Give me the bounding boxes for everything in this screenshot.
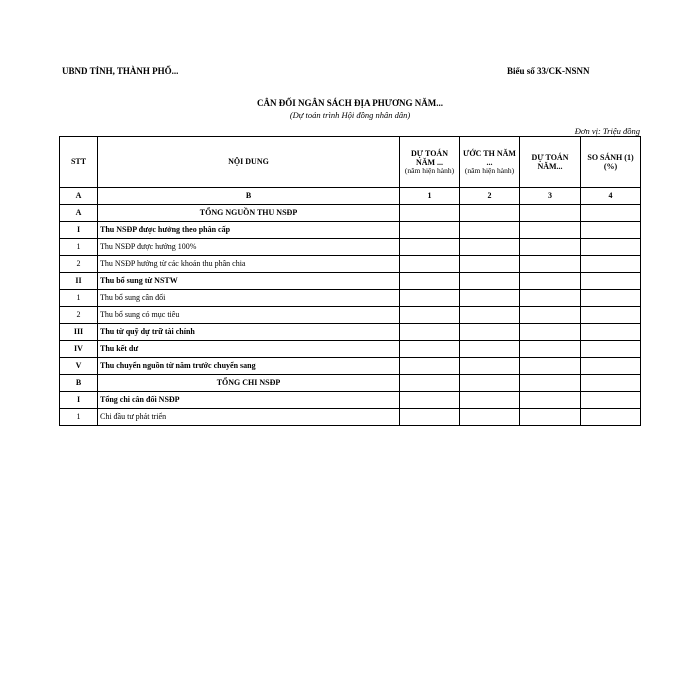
value-cell[interactable]	[400, 222, 460, 239]
value-cell[interactable]	[520, 273, 581, 290]
row-content: Thu NSĐP được hưởng 100%	[98, 239, 400, 256]
page-subtitle: (Dự toán trình Hội đồng nhân dân)	[289, 110, 411, 120]
letter-cell: B	[98, 188, 400, 205]
col-header-3: DỰ TOÁN NĂM...	[520, 137, 581, 188]
table-row	[60, 375, 641, 392]
value-cell[interactable]	[400, 307, 460, 324]
col-header-2	[460, 137, 520, 188]
table-row	[60, 239, 641, 256]
value-cell[interactable]	[400, 358, 460, 375]
col-header-1	[400, 137, 460, 188]
value-cell[interactable]	[520, 392, 581, 409]
row-content: Thu chuyển nguồn từ năm trước chuyển sang	[98, 358, 400, 375]
value-cell[interactable]	[460, 375, 520, 392]
letter-cell: 1	[400, 188, 460, 205]
value-cell[interactable]	[581, 307, 641, 324]
table-row	[60, 222, 641, 239]
value-cell[interactable]	[520, 239, 581, 256]
value-cell[interactable]	[581, 290, 641, 307]
value-cell[interactable]	[520, 358, 581, 375]
col-header-stt: STT	[60, 137, 98, 188]
value-cell[interactable]	[400, 205, 460, 222]
unit-label: Đơn vị: Triệu đồng	[574, 126, 640, 136]
value-cell[interactable]	[460, 341, 520, 358]
value-cell[interactable]	[520, 256, 581, 273]
budget-table	[59, 136, 641, 426]
value-cell[interactable]	[581, 324, 641, 341]
value-cell[interactable]	[460, 256, 520, 273]
row-stt: II	[60, 273, 98, 290]
value-cell[interactable]	[460, 324, 520, 341]
col-header-1-main: DỰ TOÁN NĂM ...	[411, 148, 448, 167]
value-cell[interactable]	[520, 307, 581, 324]
value-cell[interactable]	[520, 341, 581, 358]
value-cell[interactable]	[581, 273, 641, 290]
row-content: Thu từ quỹ dự trữ tài chính	[98, 324, 400, 341]
row-content: Chi đầu tư phát triển	[98, 409, 400, 426]
row-content: Thu kết dư	[98, 341, 400, 358]
table-row	[60, 324, 641, 341]
value-cell[interactable]	[400, 409, 460, 426]
value-cell[interactable]	[581, 392, 641, 409]
row-content: Thu NSĐP được hưởng theo phân cấp	[98, 222, 400, 239]
table-row	[60, 273, 641, 290]
value-cell[interactable]	[581, 239, 641, 256]
row-stt: V	[60, 358, 98, 375]
row-stt: B	[60, 375, 98, 392]
table-row	[60, 205, 641, 222]
letter-cell: 4	[581, 188, 641, 205]
value-cell[interactable]	[400, 392, 460, 409]
value-cell[interactable]	[520, 290, 581, 307]
row-content: Thu bổ sung từ NSTW	[98, 273, 400, 290]
letter-row	[60, 188, 641, 205]
value-cell[interactable]	[581, 358, 641, 375]
value-cell[interactable]	[460, 205, 520, 222]
value-cell[interactable]	[520, 324, 581, 341]
value-cell[interactable]	[460, 409, 520, 426]
table-row	[60, 307, 641, 324]
row-stt: I	[60, 392, 98, 409]
value-cell[interactable]	[400, 290, 460, 307]
row-content: Thu bổ sung có mục tiêu	[98, 307, 400, 324]
value-cell[interactable]	[460, 273, 520, 290]
row-content: Thu NSĐP hưởng từ các khoản thu phân chia	[98, 256, 400, 273]
value-cell[interactable]	[581, 205, 641, 222]
row-stt: IV	[60, 341, 98, 358]
value-cell[interactable]	[520, 222, 581, 239]
value-cell[interactable]	[460, 290, 520, 307]
row-stt: III	[60, 324, 98, 341]
value-cell[interactable]	[400, 256, 460, 273]
value-cell[interactable]	[520, 375, 581, 392]
value-cell[interactable]	[520, 205, 581, 222]
value-cell[interactable]	[460, 307, 520, 324]
value-cell[interactable]	[400, 239, 460, 256]
header-left: UBND TỈNH, THÀNH PHỐ...	[62, 66, 179, 76]
table-row	[60, 392, 641, 409]
letter-cell: 3	[520, 188, 581, 205]
col-header-4: SO SÁNH (1) (%)	[581, 137, 641, 188]
row-content: Tổng chi cân đối NSĐP	[98, 392, 400, 409]
col-header-2-main: ƯỚC TH NĂM ...	[463, 148, 516, 167]
form-number: Biểu số 33/CK-NSNN	[507, 66, 590, 76]
letter-cell: 2	[460, 188, 520, 205]
row-content: TỔNG CHI NSĐP	[98, 375, 400, 392]
letter-cell: A	[60, 188, 98, 205]
value-cell[interactable]	[460, 239, 520, 256]
value-cell[interactable]	[581, 409, 641, 426]
row-stt: I	[60, 222, 98, 239]
value-cell[interactable]	[520, 409, 581, 426]
value-cell[interactable]	[460, 392, 520, 409]
table-row	[60, 256, 641, 273]
table-row	[60, 358, 641, 375]
col-header-content: NỘI DUNG	[98, 137, 400, 188]
value-cell[interactable]	[400, 324, 460, 341]
value-cell[interactable]	[581, 256, 641, 273]
col-header-2-sub: (năm hiện hành)	[464, 165, 515, 175]
value-cell[interactable]	[460, 222, 520, 239]
row-stt: 1	[60, 239, 98, 256]
row-content: Thu bổ sung cân đối	[98, 290, 400, 307]
table-row	[60, 409, 641, 426]
page-title: CÂN ĐỐI NGÂN SÁCH ĐỊA PHƯƠNG NĂM...	[257, 98, 443, 108]
value-cell[interactable]	[460, 358, 520, 375]
table-row	[60, 290, 641, 307]
table-row	[60, 341, 641, 358]
row-content: TỔNG NGUỒN THU NSĐP	[98, 205, 400, 222]
value-cell[interactable]	[581, 341, 641, 358]
value-cell[interactable]	[400, 375, 460, 392]
value-cell[interactable]	[581, 222, 641, 239]
row-stt: 1	[60, 409, 98, 426]
value-cell[interactable]	[400, 273, 460, 290]
value-cell[interactable]	[400, 341, 460, 358]
row-stt: 2	[60, 256, 98, 273]
row-stt: 2	[60, 307, 98, 324]
value-cell[interactable]	[581, 375, 641, 392]
row-stt: 1	[60, 290, 98, 307]
col-header-1-sub: (năm hiện hành)	[404, 165, 455, 175]
row-stt: A	[60, 205, 98, 222]
header-row	[60, 137, 641, 188]
